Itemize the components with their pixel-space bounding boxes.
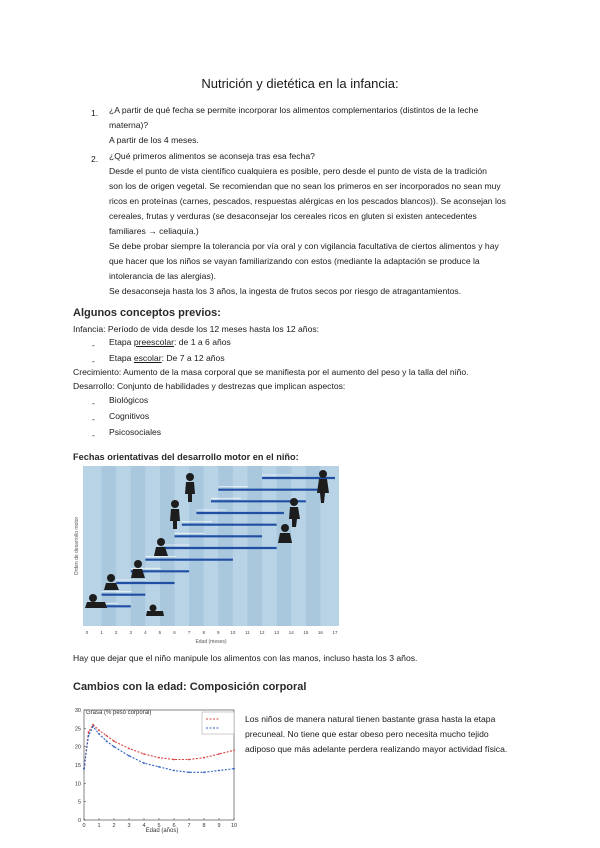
- chart-data-point: [218, 770, 220, 772]
- composition-paragraph-line: adiposo que más adelante perdera realizando mayor actividad física.: [245, 744, 508, 754]
- chart-x-tick-label: 12: [259, 630, 265, 635]
- qa-answer-2-line: Desde el punto de vista científico cualquiera es posible, pero desde el punto de vista de la tradición: [109, 166, 487, 176]
- qa-answer-2-line: familiares → celiaquía.): [109, 226, 199, 236]
- chart-data-point: [98, 733, 100, 735]
- aspecto-item: Biológicos: [109, 395, 149, 405]
- chart-data-point: [88, 731, 90, 733]
- chart-xlabel: Edad (años): [145, 828, 179, 834]
- chart-x-tick-label: 4: [144, 630, 147, 635]
- bullet-dash: -: [92, 340, 95, 350]
- chart-x-tick-label: 16: [317, 630, 323, 635]
- chart-x-tick-label: 2: [112, 823, 116, 829]
- qa-answer-2-line: que hacer que los niños se vayan familiarizando con estos (mediante la adaptación se produce la: [109, 256, 480, 266]
- chart-data-point: [88, 735, 90, 737]
- chart-y-tick-label: 0: [77, 818, 81, 824]
- chart-x-tick-label: 3: [127, 823, 131, 829]
- chart-y-tick-label: 30: [74, 708, 81, 714]
- chart-data-point: [233, 768, 235, 770]
- chart-x-tick-label: 14: [288, 630, 294, 635]
- chart-x-tick-label: 3: [129, 630, 133, 635]
- chart-stripe: [160, 466, 175, 626]
- qa-answer-2-line: ricos en proteínas (carnes, pescados, respuestas alérgicas en los pescados blancos)). Se aconsejan los: [109, 196, 506, 206]
- chart-x-tick-label: 0: [85, 630, 89, 635]
- crecimiento-text: Aumento de la masa corporal que se manifiesta por el aumento del peso y la talla del niño.: [123, 367, 469, 377]
- motor-development-chart: [73, 466, 339, 646]
- bullet-dash: -: [92, 356, 95, 366]
- chart-y-tick-label: 20: [74, 744, 81, 751]
- chart-data-point: [158, 757, 160, 759]
- chart-data-point: [106, 735, 108, 737]
- chart-data-point: [143, 753, 145, 755]
- qa-answer-2-line: intolerancia de las alergias).: [109, 271, 217, 281]
- chart-x-tick-label: 8: [202, 630, 205, 635]
- chart-x-tick-label: 17: [332, 630, 338, 635]
- motor-heading: Fechas orientativas del desarrollo motor en el niño:: [73, 452, 299, 462]
- chart-data-point: [188, 759, 190, 761]
- chart-x-tick-label: 4: [142, 823, 146, 829]
- chart-data-point: [113, 746, 115, 748]
- chart-x-tick-label: 8: [202, 823, 206, 829]
- etapa-range: : De 7 a 12 años: [161, 353, 225, 363]
- qa-question-1-cont: materna)?: [109, 120, 149, 130]
- chart-x-tick-label: 2: [114, 630, 118, 635]
- chart-data-point: [188, 771, 190, 773]
- chart-x-tick-label: 7: [187, 630, 191, 635]
- chart-data-point: [128, 748, 130, 750]
- etapa-range: : de 1 a 6 años: [173, 337, 231, 347]
- etapa-prefix: Etapa: [109, 337, 134, 347]
- chart-y-tick-label: 25: [74, 726, 81, 733]
- chart-x-tick-label: 6: [172, 823, 176, 829]
- chart-x-tick-label: 1: [100, 630, 103, 635]
- chart-x-tick-label: 15: [303, 630, 309, 635]
- infancia-label: Infancia:: [73, 324, 106, 334]
- chart-data-point: [233, 749, 235, 751]
- aspecto-item: Cognitivos: [109, 411, 150, 421]
- chart-x-tick-label: 13: [274, 630, 280, 635]
- chart-xlabel: Edad (meses): [195, 639, 227, 645]
- crecimiento-label: Crecimiento:: [73, 367, 122, 377]
- chart-data-point: [98, 729, 100, 731]
- chart-title: Grasa (% peso corporal): [86, 710, 152, 716]
- bullet-dash: -: [92, 414, 95, 424]
- chart-x-tick-label: 5: [157, 823, 161, 829]
- chart-legend: [202, 712, 234, 734]
- chart-x-tick-label: 9: [217, 823, 221, 829]
- chart-data-point: [173, 759, 175, 761]
- chart-x-tick-label: 6: [173, 630, 176, 635]
- aspecto-item: Psicosociales: [109, 427, 162, 437]
- chart-data-point: [106, 740, 108, 742]
- composition-heading: Cambios con la edad: Composición corporal: [73, 681, 307, 693]
- chart-data-point: [158, 766, 160, 768]
- body-fat-chart: [64, 700, 240, 836]
- chart-data-point: [83, 768, 85, 770]
- chart-x-tick-label: 10: [230, 823, 238, 829]
- chart-y-tick-label: 10: [74, 781, 81, 788]
- etapa-word: escolar: [133, 353, 162, 363]
- chart-y-tick-label: 5: [77, 799, 81, 806]
- etapa-escolar: [109, 351, 225, 366]
- chart-stripe: [131, 466, 146, 626]
- qa-answer-2-line: Se debe probar siempre la tolerancia por vía oral y con vigilancia facultativa de ciertos alimentos y hay: [109, 241, 499, 251]
- chart-data-point: [203, 757, 205, 759]
- chart-data-point: [92, 726, 94, 728]
- etapa-preescolar: [109, 335, 231, 350]
- chart-x-tick-label: 9: [217, 630, 220, 635]
- chart-x-tick-label: 10: [230, 630, 236, 635]
- composition-paragraph-line: precuneal. No tiene que estar obeso pero necesita mucho tejido: [245, 729, 489, 739]
- chart-data-point: [113, 740, 115, 742]
- chart-data-point: [218, 753, 220, 755]
- bullet-dash: -: [92, 430, 95, 440]
- chart-data-point: [143, 762, 145, 764]
- etapa-prefix: Etapa: [109, 353, 134, 363]
- chart-x-tick-label: 0: [82, 823, 86, 829]
- composition-paragraph-line: Los niños de manera natural tienen bastante grasa hasta la etapa: [245, 714, 496, 724]
- qa-number-2: 2.: [91, 154, 99, 164]
- chart-data-point: [128, 755, 130, 757]
- desarrollo-text: Conjunto de habilidades y destrezas que implican aspectos:: [116, 381, 346, 391]
- concepts-heading: Algunos conceptos previos:: [73, 307, 221, 319]
- etapa-word: preescolar: [133, 337, 174, 347]
- qa-answer-2-line: cereales, frutas y verduras (se desaconsejar los cereales ricos en gluten si existen antecedentes: [109, 211, 477, 221]
- chart-y-tick-label: 15: [74, 763, 81, 769]
- bullet-dash: -: [92, 398, 95, 408]
- qa-number-1: 1.: [91, 108, 99, 118]
- desarrollo-label: Desarrollo:: [73, 381, 115, 391]
- motor-caption: Hay que dejar que el niño manipule los alimentos con las manos, incluso hasta los 3 años.: [73, 653, 418, 663]
- chart-data-point: [203, 771, 205, 773]
- qa-answer-1: A partir de los 4 meses.: [109, 135, 199, 145]
- chart-x-tick-label: 1: [97, 823, 101, 829]
- crecimiento-definition: [73, 365, 469, 380]
- chart-ylabel: Orden de desarrollo motor: [74, 516, 80, 576]
- qa-answer-2-line: son los de origen vegetal. Se recomiendan que no sean los primeros en ser incorporados no sean muy: [109, 181, 501, 191]
- infancia-text: Período de vida desde los 12 meses hasta los 12 años:: [107, 324, 320, 334]
- desarrollo-definition: [73, 379, 345, 394]
- chart-x-tick-label: 11: [245, 630, 250, 635]
- qa-answer-2-line: Se desaconseja hasta los 3 años, la ingesta de frutos secos por riesgo de atragantamientos.: [109, 286, 462, 296]
- qa-question-2: ¿Qué primeros alimentos se aconseja tras esa fecha?: [109, 151, 315, 161]
- chart-x-tick-label: 5: [158, 630, 162, 635]
- qa-question-1: ¿A partir de qué fecha se permite incorporar los alimentos complementarios (distintos de la leche: [109, 105, 479, 115]
- chart-x-tick-label: 7: [187, 823, 191, 829]
- chart-data-point: [173, 770, 175, 772]
- chart-data-point: [92, 724, 94, 726]
- page-title: Nutrición y dietética en la infancia:: [201, 76, 399, 91]
